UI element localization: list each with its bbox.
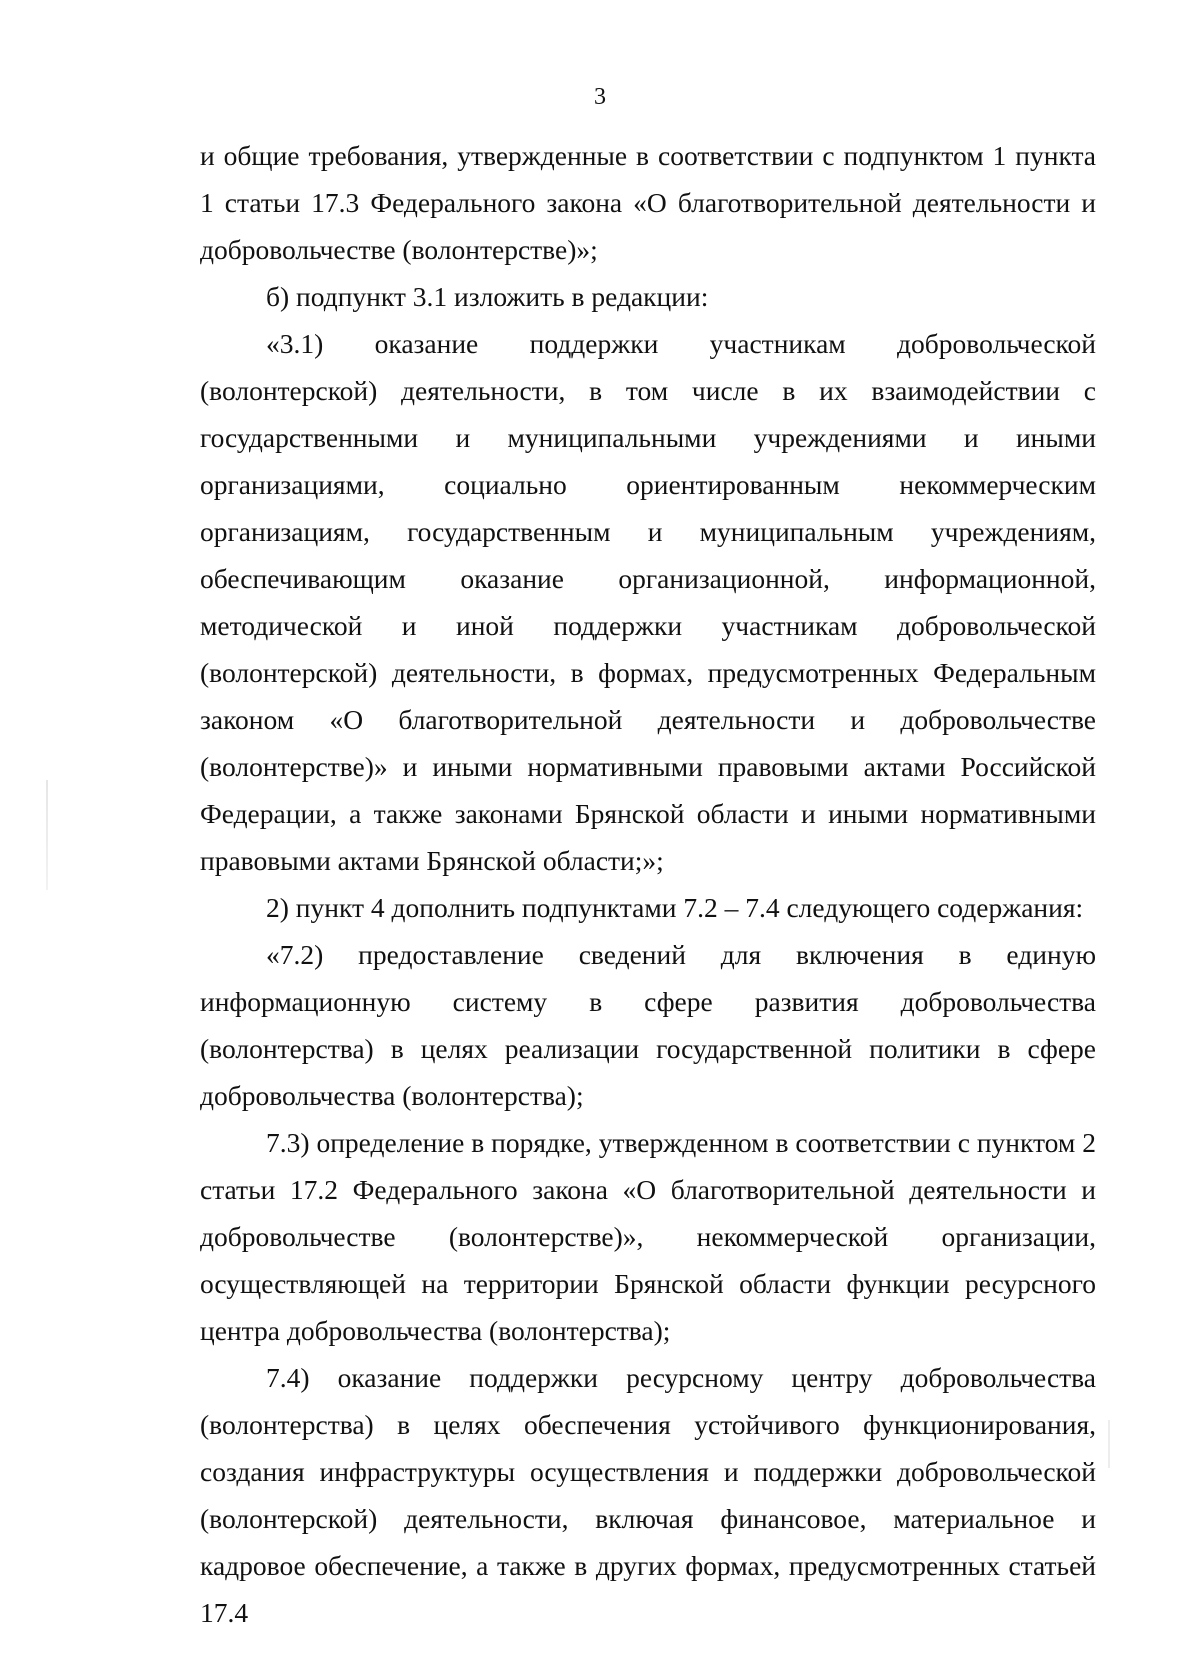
paragraph-item-7-3: 7.3) определение в порядке, утвержденном в соответствии с пунктом 2 статьи 17.2 Федерального закона «О благотворительной деятельности и добровольчестве (волонтерстве)», некоммерческой организации, осуществляющей на территории Брянской области функции ресурсного центра добровольчества (волонтерства); (200, 1127, 1096, 1346)
paragraph-item-2: 2) пункт 4 дополнить подпунктами 7.2 – 7.4 следующего содержания: (266, 892, 1084, 923)
scan-artifact (1108, 1420, 1110, 1468)
paragraph-item-7-4: 7.4) оказание поддержки ресурсному центру добровольчества (волонтерства) в целях обеспечения устойчивого функционирования, создания инфраструктуры осуществления и поддержки добровольческой (волонтерской) деятельности, включая финансовое, материальное и кадровое обеспечение, а также в других формах, предусмотренных статьей 17.4 (200, 1362, 1096, 1628)
paragraph-subitem-b: б) подпункт 3.1 изложить в редакции: (266, 281, 709, 312)
scan-artifact (46, 780, 48, 890)
paragraph-item-7-2: «7.2) предоставление сведений для включения в единую информационную систему в сфере развития добровольчества (волонтерства) в целях реализации государственной политики в сфере добровольчества (волонтерства); (200, 939, 1096, 1111)
document-body (200, 132, 1096, 1636)
page-number: 3 (594, 84, 606, 110)
paragraph-item-3-1: «3.1) оказание поддержки участникам добровольческой (волонтерской) деятельности, в том числе в их взаимодействии с государственными и муниципальными учреждениями и иными организациями, социально ориентированным некоммерческим организациям, государственным и муниципальным учреждениям, обеспечивающим оказание организационной, информационной, методической и иной поддержки участникам добровольческой (волонтерской) деятельности, в формах, предусмотренных Федеральным законом «О благотворительной деятельности и добровольчестве (волонтерстве)» и иными нормативными правовыми актами Российской Федерации, а также законами Брянской области и иными нормативными правовыми актами Брянской области;»; (200, 328, 1096, 876)
paragraph-continuation: и общие требования, утвержденные в соответствии с подпунктом 1 пункта 1 статьи 17.3 Федерального закона «О благотворительной деятельности и добровольчестве (волонтерстве)»; (200, 140, 1096, 265)
